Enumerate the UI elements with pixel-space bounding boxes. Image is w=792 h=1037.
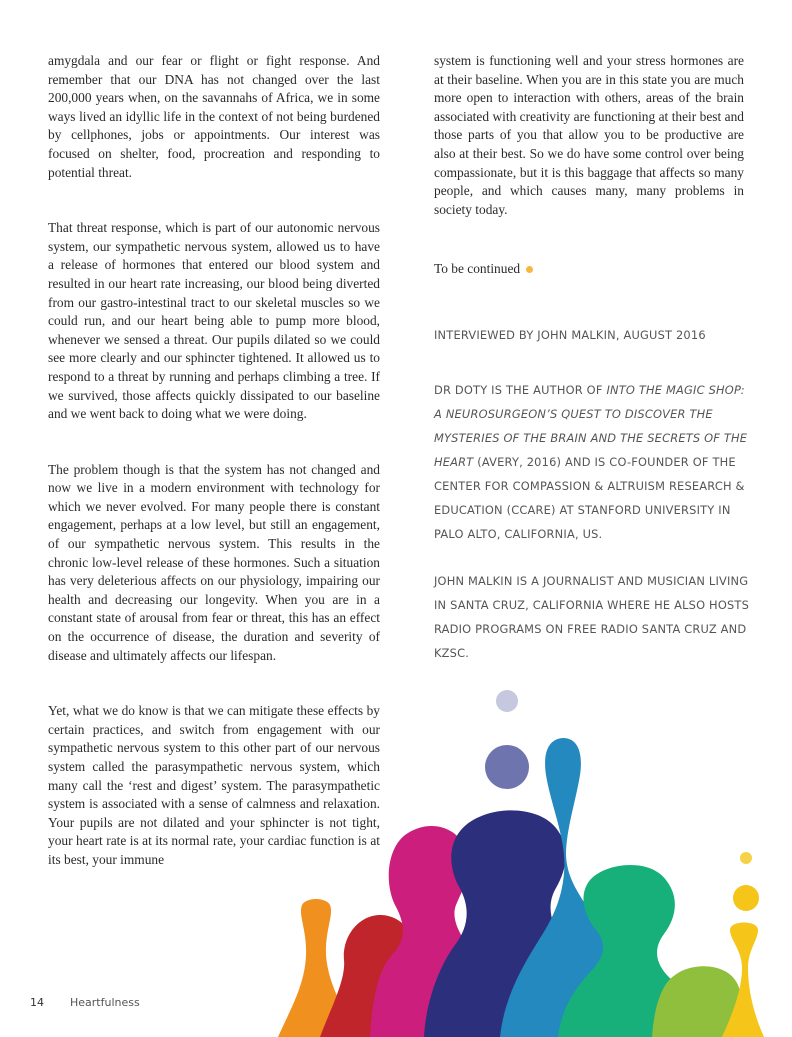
yellow-dot <box>733 885 759 911</box>
paragraph: The problem though is that the system has not changed and now we live in a modern environment with technology for which we never evolved. For many people there is constant engagement, perhaps at a low level, but still an engagement, of our sympathetic nervous system. This results in the chronic low-level release of these hormones. Such a situation has very deleterious affects on our physiology, impairing our health and decreasing our longevity. When you are in a constant state of arousal from fear or threat, this has an effect on the occurrence of disease, the duration and severity of disease and ultimately affects our lifespan. <box>48 461 380 663</box>
to-be-continued-text: To be continued <box>434 261 521 276</box>
paragraph: That threat response, which is part of our autonomic nervous system, our sympathetic nervous system, allowed us to have a release of hormones that entered our blood system and resulted in our heart rate increasing, our blood being diverted from our gastro-intestinal tract to our skeletal muscles so we could run, and our heart being able to pump more blood, whenever we sensed a threat. Our pupils dilated so we could see more clearly and our sphincter tightened. It allowed us to respond to a threat by running and perhaps climbing a tree. If we survived, those affects quickly dissipated to our baseline and we went back to doing what we were doing. <box>48 220 380 422</box>
interviewer-credit: INTERVIEWED BY JOHN MALKIN, AUGUST 2016 <box>434 328 706 342</box>
slate-dot <box>485 745 529 789</box>
small-yellow-dot <box>740 852 752 864</box>
page-number: 14 <box>30 996 44 1009</box>
page-footer <box>30 996 140 1009</box>
lavender-dot <box>496 690 518 712</box>
paragraph: Yet, what we do know is that we can mitigate these effects by certain practices, and switch from engagement with our sympathetic nervous system to this other part of our nervous system called the parasympathetic nervous system, which many call the ‘rest and digest’ system. The parasympathetic system is associated with a sense of calmness and relaxation. Your pupils are not dilated and your sphincter is not tight, your heart rate is at its normal rate, your cardiac function is at its best, your immune <box>48 703 380 867</box>
paragraph: amygdala and our fear or flight or fight response. And remember that our DNA has not changed over the last 200,000 years when, on the savannahs of Africa, we in some ways lived an idyllic life in the context of not being burdened by cellphones, jobs or appointments. Our interest was focused on shelter, food, procreation and responding to potential threat. <box>48 53 380 180</box>
paragraph: system is functioning well and your stress hormones are at their baseline. When you are in this state you are much more open to interaction with others, areas of the brain associated with creativity are functioning at their best and those parts of you that allow you to be productive are also at their best. So we do have some control over being compassionate, but it is this baggage that affects so many people, and which causes many, many problems in society today. <box>434 53 744 217</box>
malkin-bio: JOHN MALKIN IS A JOURNALIST AND MUSICIAN LIVING IN SANTA CRUZ, CALIFORNIA WHERE HE ALSO HOSTS RADIO PROGRAMS ON FREE RADIO SANTA CRUZ AND KZSC. <box>434 574 750 660</box>
bio-suffix: (AVERY, 2016) AND IS CO-FOUNDER OF THE CENTER FOR COMPASSION & ALTRUISM RESEARCH & EDUCATION (CCARE) AT STANFORD UNIVERSITY IN PALO ALTO, CALIFORNIA, US. <box>434 455 745 541</box>
book-title: INTO THE MAGIC SHOP: A NEUROSURGEON’S QUEST TO DISCOVER THE MYSTERIES OF THE BRAIN AND THE SECRETS OF THE HEART <box>434 383 748 469</box>
bio-prefix: DR DOTY IS THE AUTHOR OF <box>434 383 607 397</box>
publication-name: Heartfulness <box>70 996 140 1009</box>
